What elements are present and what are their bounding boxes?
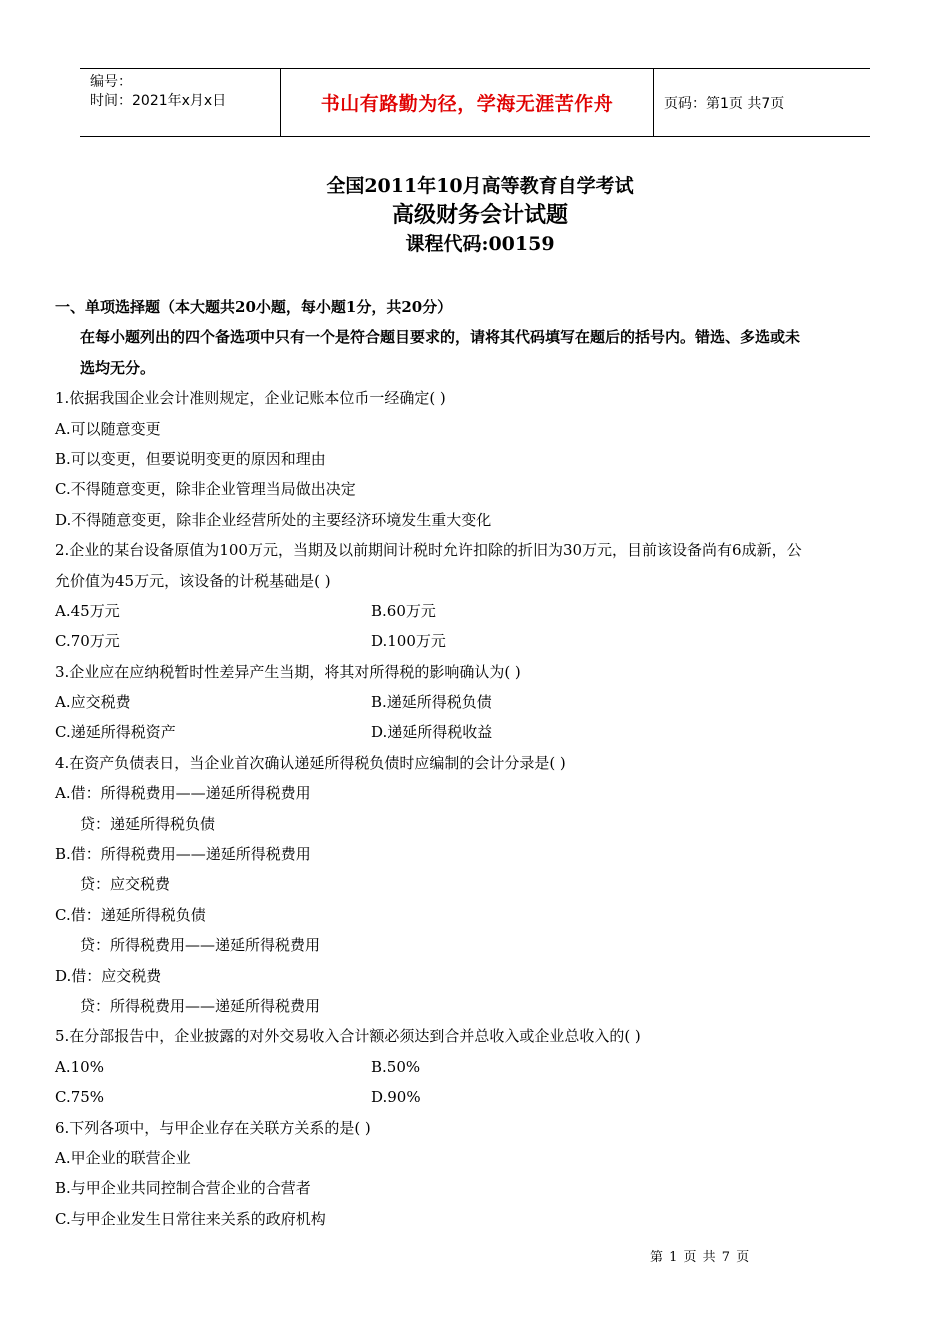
option-a-debit: A.借：所得税费用——递延所得税费用 (55, 784, 311, 803)
option-d: D.100万元 (371, 632, 446, 651)
option-d-debit: D.借：应交税费 (55, 966, 162, 985)
page-header (80, 68, 870, 137)
course-code: 课程代码:00159 (405, 233, 555, 255)
option-b: B.50% (371, 1057, 421, 1076)
option-d-credit: 贷：所得税费用——递延所得税费用 (80, 996, 321, 1015)
question-stem: 1.依据我国企业会计准则规定，企业记账本位币一经确定( ) (55, 389, 446, 408)
page-info-text: 页码：第1页 共7页 (664, 95, 785, 112)
exam-content (55, 292, 895, 1234)
option-a: A.应交税费 (55, 693, 131, 712)
exam-titles (0, 172, 950, 258)
question-stem: 4.在资产负债表日，当企业首次确认递延所得税负债时应编制的会计分录是( ) (55, 753, 566, 772)
option-row (55, 1082, 895, 1112)
option-a: A.45万元 (55, 601, 120, 620)
option-a: A.可以随意变更 (55, 419, 161, 438)
option-c-credit: 贷：所得税费用——递延所得税费用 (80, 936, 321, 955)
option-b-credit: 贷：应交税费 (80, 875, 171, 894)
option-c: C.70万元 (55, 632, 120, 651)
subject-title: 高级财务会计试题 (391, 202, 568, 228)
option-row (55, 717, 895, 747)
option-b: B.60万元 (371, 601, 436, 620)
question-stem-continued: 允价值为45万元，该设备的计税基础是( ) (55, 571, 331, 590)
option-row (55, 626, 895, 656)
question-stem: 2.企业的某台设备原值为100万元，当期及以前期间计税时允许扣除的折旧为30万元，目前该设备尚有6成新，公 (55, 541, 802, 560)
time-label: 时间：2021年x月x日 (90, 93, 227, 109)
option-c: C.不得随意变更，除非企业管理当局做出决定 (55, 480, 356, 499)
header-meta (80, 69, 281, 136)
option-b: B.与甲企业共同控制合营企业的合营者 (55, 1179, 311, 1198)
option-a: A.甲企业的联营企业 (55, 1148, 191, 1167)
option-b: B.可以变更，但要说明变更的原因和理由 (55, 449, 326, 468)
option-a-credit: 贷：递延所得税负债 (80, 814, 216, 833)
header-page-info (654, 69, 870, 136)
section-instruction-line1: 在每小题列出的四个备选项中只有一个是符合题目要求的，请将其代码填写在题后的括号内。错选、多选或未 (80, 328, 801, 347)
option-row (55, 1052, 895, 1082)
option-row (55, 596, 895, 626)
question-stem: 6.下列各项中，与甲企业存在关联方关系的是( ) (55, 1118, 371, 1137)
option-c: C.递延所得税资产 (55, 723, 176, 742)
option-c: C.与甲企业发生日常往来关系的政府机构 (55, 1209, 326, 1228)
page-footer: 第 1 页 共 7 页 (650, 1250, 751, 1265)
option-d: D.不得随意变更，除非企业经营所处的主要经济环境发生重大变化 (55, 510, 492, 529)
question-stem: 3.企业应在应纳税暂时性差异产生当期，将其对所得税的影响确认为( ) (55, 662, 521, 681)
option-b: B.递延所得税负债 (371, 693, 492, 712)
number-label: 编号： (90, 74, 132, 90)
option-b-debit: B.借：所得税费用——递延所得税费用 (55, 845, 311, 864)
motto-text: 书山有路勤为径，学海无涯苦作舟 (320, 93, 614, 115)
header-motto-cell (281, 69, 654, 136)
option-row (55, 687, 895, 717)
option-c-debit: C.借：递延所得税负债 (55, 905, 206, 924)
section-instruction-line2: 选均无分。 (80, 358, 156, 377)
option-d: D.递延所得税收益 (371, 723, 493, 742)
question-stem: 5.在分部报告中，企业披露的对外交易收入合计额必须达到合并总收入或企业总收入的( ) (55, 1027, 641, 1046)
exam-title: 全国2011年10月高等教育自学考试 (326, 175, 634, 197)
option-a: A.10% (55, 1057, 104, 1076)
option-c: C.75% (55, 1088, 105, 1107)
option-d: D.90% (371, 1088, 421, 1107)
section-heading: 一、单项选择题（本大题共20小题，每小题1分，共20分） (55, 298, 453, 316)
